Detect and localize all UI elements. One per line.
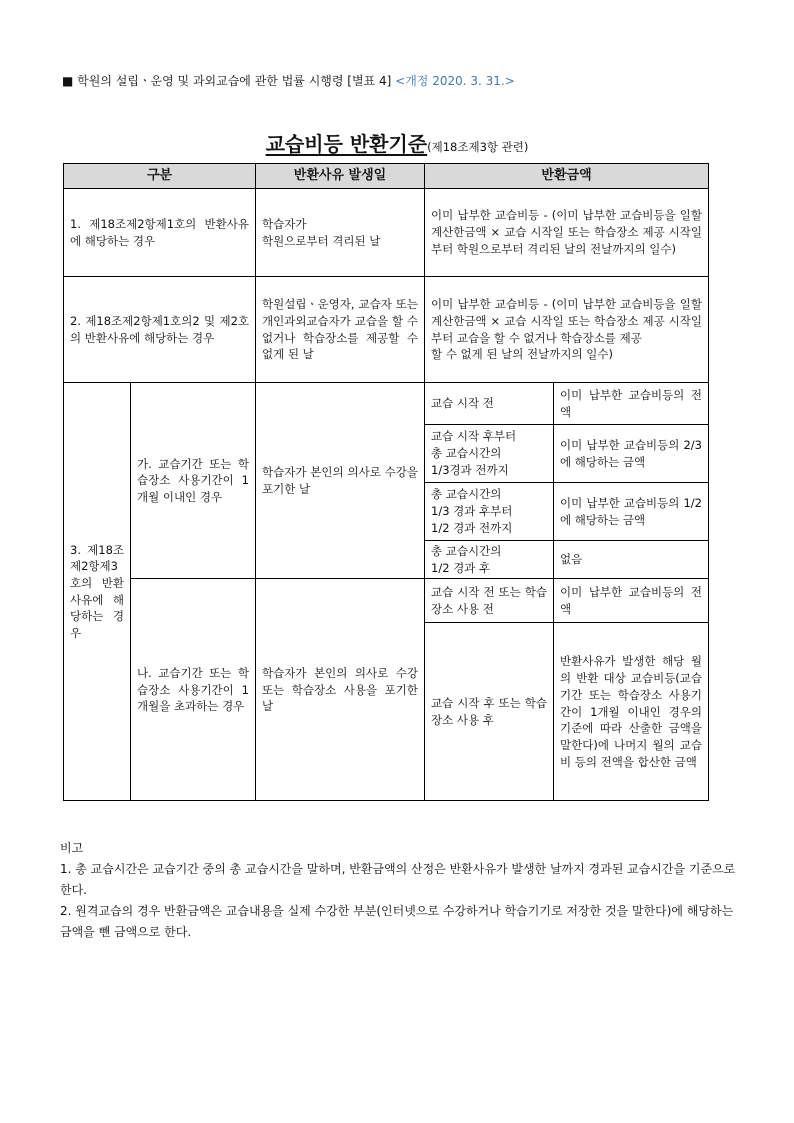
row3a-case2-amount: 이미 납부한 교습비등의 2/3에 해당하는 금액: [554, 425, 709, 483]
remarks-section: [60, 838, 740, 943]
row1-date: 학습자가 학원으로부터 격리된 날: [256, 189, 425, 277]
row3a-case1-when: 교습 시작 전: [425, 383, 554, 425]
table-row: [64, 383, 709, 425]
row3a-case4-when: 총 교습시간의 1/2 경과 후: [425, 541, 554, 579]
header-date: 반환사유 발생일: [256, 164, 425, 189]
row3a-date: 학습자가 본인의 의사로 수강을 포기한 날: [256, 383, 425, 579]
table-row: [64, 579, 709, 623]
document-header: [62, 72, 515, 89]
remark-item-1: 1. 총 교습시간은 교습기간 중의 총 교습시간을 말하며, 반환금액의 산정은 반환사유가 발생한 날까지 경과된 교습시간을 기준으로 한다.: [60, 862, 736, 897]
law-reference: 학원의 설립ㆍ운영 및 과외교습에 관한 법률 시행령 [별표 4]: [77, 74, 392, 88]
row3a-label: 가. 교습기간 또는 학습장소 사용기간이 1개월 이내인 경우: [131, 383, 256, 579]
row2-date: 학원설립ㆍ운영자, 교습자 또는 개인과외교습자가 교습을 할 수 없거나 학습장소를 제공할 수 없게 된 날: [256, 277, 425, 383]
header-category: 구분: [64, 164, 256, 189]
row3b-date: 학습자가 본인의 의사로 수강 또는 학습장소 사용을 포기한 날: [256, 579, 425, 801]
row3a-case2-when: 교습 시작 후부터 총 교습시간의 1/3경과 전까지: [425, 425, 554, 483]
row3a-case3-when: 총 교습시간의 1/3 경과 후부터 1/2 경과 전까지: [425, 483, 554, 541]
row3b-label: 나. 교습기간 또는 학습장소 사용기간이 1개월을 초과하는 경우: [131, 579, 256, 801]
row1-category: 1. 제18조제2항제1호의 반환사유에 해당하는 경우: [64, 189, 256, 277]
row3b-case2-amount: 반환사유가 발생한 해당 월의 반환 대상 교습비등(교습기간 또는 학습장소 사용기간이 1개월 이내인 경우의 기준에 따라 산출한 금액을 말한다)에 나머지 월의 교습비 등의 전액을 합산한 금액: [554, 623, 709, 801]
table-row: [64, 277, 709, 383]
table-header-row: [64, 164, 709, 189]
row3b-case1-when: 교습 시작 전 또는 학습장소 사용 전: [425, 579, 554, 623]
row3-category: 3. 제18조제2항제3호의 반환사유에 해당하는 경우: [64, 383, 131, 801]
row3a-case4-amount: 없음: [554, 541, 709, 579]
refund-table: [63, 163, 709, 801]
remark-item-2: 2. 원격교습의 경우 반환금액은 교습내용을 실제 수강한 부분(인터넷으로 수강하거나 학습기기로 저장한 것을 말한다)에 해당하는 금액을 뺀 금액으로 한다.: [60, 904, 734, 939]
row1-amount: 이미 납부한 교습비등 - (이미 납부한 교습비등을 일할계산한금액 × 교습 시작일 또는 학습장소 제공 시작일부터 학원으로부터 격리된 날의 전날까지의 일수): [425, 189, 709, 277]
row2-amount: 이미 납부한 교습비등 - (이미 납부한 교습비등을 일할계산한금액 × 교습 시작일 또는 학습장소 제공 시작일부터 교습을 할 수 없거나 학습장소를 제공 할 수 없게 된 날의 전날까지의 일수): [425, 277, 709, 383]
title-main: 교습비등 반환기준: [265, 132, 428, 156]
square-bullet-icon: ■: [62, 74, 74, 88]
row3a-case1-amount: 이미 납부한 교습비등의 전액: [554, 383, 709, 425]
title-sub: (제18조제3항 관련): [427, 140, 529, 154]
row3a-case3-amount: 이미 납부한 교습비등의 1/2에 해당하는 금액: [554, 483, 709, 541]
remarks-title: 비고: [60, 841, 84, 855]
row3b-case1-amount: 이미 납부한 교습비등의 전액: [554, 579, 709, 623]
row2-category: 2. 제18조제2항제1호의2 및 제2호의 반환사유에 해당하는 경우: [64, 277, 256, 383]
row3b-case2-when: 교습 시작 후 또는 학습장소 사용 후: [425, 623, 554, 801]
page-title: [0, 128, 794, 157]
header-amount: 반환금액: [425, 164, 709, 189]
revision-date: <개정 2020. 3. 31.>: [395, 74, 515, 88]
table-row: [64, 189, 709, 277]
